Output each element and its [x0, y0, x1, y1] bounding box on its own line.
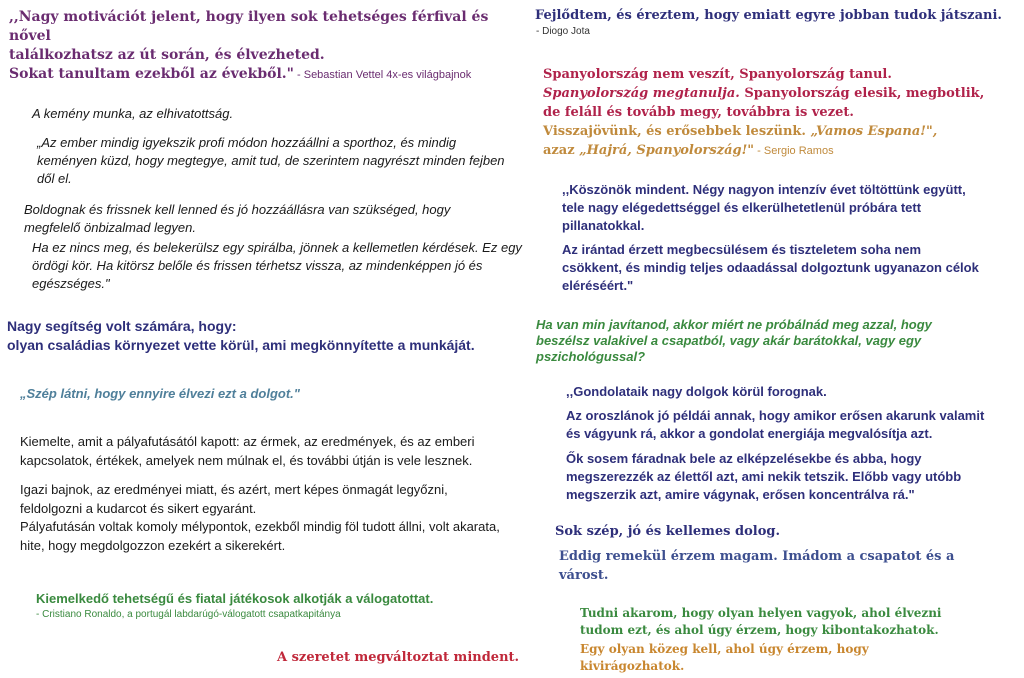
sokszep-line: Sok szép, jó és kellemes dolog.: [555, 524, 781, 539]
szeretet-line: A szeretet megváltoztat mindent.: [277, 650, 520, 665]
ramos-attribution: - Sergio Ramos: [754, 145, 834, 157]
vettel-line-2: találkozhatsz az út során, és élvezheted.: [9, 47, 325, 63]
ramos-line-3: de feláll és tovább megy, továbbra is vezet.: [543, 105, 854, 120]
jota-attribution: - Diogo Jota: [536, 26, 590, 37]
help-body: olyan családias környezet vette körül, ami megkönnyítette a munkáját.: [7, 337, 475, 353]
ronaldo-attribution: - Cristiano Ronaldo, a portugál labdarúgó-válogatott csapatkapitánya: [36, 609, 341, 620]
ramos-line-5b: „Hajrá, Spanyolország!": [579, 143, 755, 158]
vettel-attribution: - Sebastian Vettel 4x-es világbajnok: [293, 69, 472, 81]
faradnak-text: Ők sosem fáradnak bele az elképzelésekbe és abba, hogy megszerezzék az élettől azt, ami nekik tetszik. Előbb vagy utóbb megszerzik azt, amire vágynak, erősen koncentrálva rá.": [566, 451, 962, 502]
szep-quote: „Szép látni, hogy ennyire élvezi ezt a dolgot.": [20, 386, 300, 401]
boldognak-text: Boldognak és frissnek kell lenned és jó hozzáállásra van szükséged, hogy megfelelő önbizalmad legyen.: [24, 202, 451, 235]
eddig-text: Eddig remekül érzem magam. Imádom a csapatot és a várost.: [559, 549, 955, 583]
vettel-line-3-text: Sokat tanultam ezekből az évekből.": [9, 66, 294, 82]
ramos-line-4: [543, 122, 1013, 141]
ronaldo-quote: Kiemelkedő tehetségű és fiatal játékosok alkotják a válogatottat.: [36, 591, 434, 606]
igazi-text: Igazi bajnok, az eredményei miatt, és azért, mert képes önmagát legyőzni, feldolgozni a kudarcot és sikert egyaránt.: [20, 482, 448, 516]
jota-quote: Fejlődtem, és éreztem, hogy emiatt egyre jobban tudok játszani.: [535, 8, 1002, 23]
ramos-line-5: [543, 141, 1013, 161]
kiemelte-text: Kiemelte, amit a pályafutásától kapott: az érmek, az eredmények, és az emberi kapcsolatok, értékek, amelyek nem múlnak el, és további útján is vele lesznek.: [20, 434, 475, 468]
oroszlan-text: Az oroszlánok jó példái annak, hogy amikor erősen akarunk valamit és vágyunk rá, akkor a gondolat energiája megvalósítja azt.: [566, 408, 985, 441]
ramos-line-5a: azaz: [543, 143, 580, 158]
hardwork-line: A kemény munka, az elhivatottság.: [32, 106, 234, 121]
irant-text: Az irántad érzett megbecsülésem és tiszteletem soha nem csökkent, és mindig teljes odaadással dolgoztunk ugyanazon célok eléréséért.": [562, 242, 979, 293]
vettel-quote: [9, 8, 519, 85]
javit-text: Ha van min javítanod, akkor miért ne próbálnád meg azzal, hogy beszélsz valakivel a csapatból, vagy akár barátokkal, vagy egy pszichológussal?: [536, 317, 932, 364]
spiral-text: Ha ez nincs meg, és belekerülsz egy spirálba, jönnek a kellemetlen kérdések. Ez egy ördögi kör. Ha kitörsz belőle és frissen térhetsz vissza, az mindenképpen jó és egészséges.": [32, 240, 522, 291]
kozeg-text: Egy olyan közeg kell, ahol úgy érzem, hogy kivirágozhatok.: [580, 642, 869, 673]
tudni-text: Tudni akarom, hogy olyan helyen vagyok, ahol élvezni tudom ezt, és ahol úgy érzem, hogy kibontakozhatok.: [580, 606, 942, 637]
ramos-line-2b: Spanyolország elesik, megbotlik,: [739, 86, 985, 101]
ramos-line-4b: „Vamos Espana!",: [810, 124, 938, 139]
ramos-line-2a: Spanyolország megtanulja.: [543, 86, 740, 101]
palyafutas-text: Pályafutásán voltak komoly mélypontok, ezekből mindig föl tudott állni, volt akarata, hite, hogy megdolgozzon ezekért a sikerekért.: [20, 519, 500, 553]
ramos-quote: [543, 65, 1013, 161]
help-title: Nagy segítség volt számára, hogy:: [7, 318, 237, 334]
koszonok-text: ,,Köszönök mindent. Négy nagyon intenzív évet töltöttünk együtt, tele nagy elégedettséggel és elkerülhetetlenül próbára tett pillanatokkal.: [562, 182, 966, 233]
ramos-line-4a: Visszajövünk, és erősebbek leszünk.: [543, 124, 811, 139]
vettel-line-1: ,,Nagy motivációt jelent, hogy ilyen sok tehetséges férfival és nővel: [9, 9, 489, 44]
ramos-line-1: Spanyolország nem veszít, Spanyolország tanul.: [543, 67, 892, 82]
quote-profi: „Az ember mindig igyekszik profi módon hozzáállni a sporthoz, és mindig keményen küzd, hogy megtegye, amit tud, de szerintem nagyrészt minden fejben dől el.: [37, 135, 505, 186]
ramos-line-2: [543, 84, 1013, 103]
vettel-line-3: [9, 65, 519, 85]
gondolat-text: ,,Gondolataik nagy dolgok körül forognak.: [566, 384, 827, 399]
